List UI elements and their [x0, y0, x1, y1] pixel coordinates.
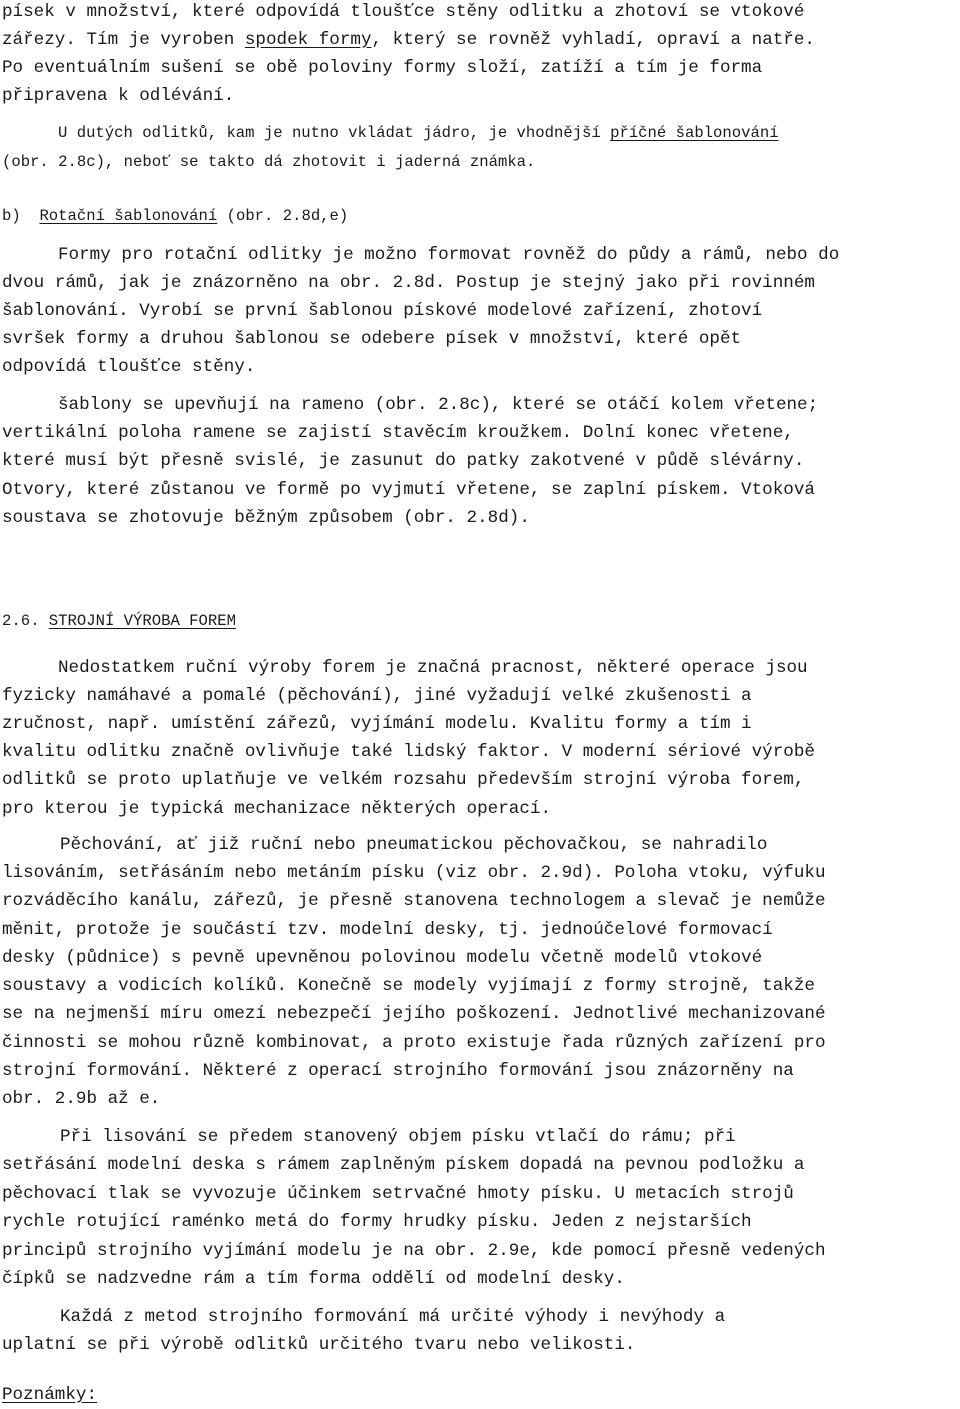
- text-line: čípků se nadzvedne rám a tím forma oddělí od modelní desky.: [2, 1269, 625, 1289]
- text-line: soustava se zhotovuje běžným způsobem (obr. 2.8d).: [2, 508, 530, 528]
- text-line: Každá z metod strojního formování má určité výhody i nevýhody a: [60, 1307, 726, 1327]
- text-line: setřásání modelní deska s rámem zaplněným pískem dopadá na pevnou podložku a: [2, 1155, 805, 1175]
- text-line: rozváděcího kanálu, zářezů, je přesně stanovena technologem a slevač je nemůže: [2, 891, 826, 911]
- text-line: Otvory, které zůstanou ve formě po vyjmutí vřetene, se zaplní pískem. Vtoková: [2, 480, 815, 500]
- text-line: Formy pro rotační odlitky je možno formovat rovněž do půdy a rámů, nebo do: [58, 245, 840, 265]
- text-line: strojní formování. Některé z operací strojního formování jsou znázorněny na: [2, 1061, 794, 1081]
- text-line: fyzicky namáhavé a pomalé (pěchování), jiné vyžadují velké zkušenosti a: [2, 686, 752, 706]
- text-line: se na nejmenší míru omezí nebezpečí jejího poškození. Jednotlivé mechanizované: [2, 1004, 826, 1024]
- text-line: které musí být přesně svislé, je zasunut do patky zakotvené v půdě slévárny.: [2, 451, 805, 471]
- text-line: šablony se upevňují na rameno (obr. 2.8c), které se otáčí kolem vřetene;: [58, 395, 819, 415]
- section-heading: [2, 607, 236, 635]
- subheading-title: Rotační šablonování: [39, 207, 218, 225]
- notes-label: Poznámky:: [2, 1385, 98, 1405]
- term-spodek-formy: spodek formy: [244, 30, 372, 50]
- text-line: písek v množství, které odpovídá tloušťce stěny odlitku a zhotoví se vtokové: [2, 2, 805, 22]
- text-line: Nedostatkem ruční výroby forem je značná pracnost, některé operace jsou: [58, 658, 808, 678]
- text-span: U dutých odlitků, kam je nutno vkládat jádro, je vhodnější: [58, 124, 611, 142]
- text-line: (obr. 2.8c), neboť se takto dá zhotovit i jaderná známka.: [2, 153, 536, 171]
- text-span: zářezy. Tím je vyroben: [2, 30, 245, 50]
- text-line: [2, 26, 815, 54]
- text-line: obr. 2.9b až e.: [2, 1089, 161, 1109]
- text-line: principů strojního vyjímání modelu je na obr. 2.9e, kde pomocí přesně vedených: [2, 1241, 826, 1261]
- text-line: svršek formy a druhou šablonou se odebere písek v množství, které opět: [2, 329, 742, 349]
- text-line: odpovídá tloušťce stěny.: [2, 357, 256, 377]
- text-line: pro kterou je typická mechanizace některých operací.: [2, 799, 552, 819]
- text-line: šablonování. Vyrobí se první šablonou pískové modelové zařízení, zhotoví: [2, 301, 763, 321]
- text-line: soustavy a vodicích kolíků. Konečně se modely vyjímají z formy strojně, takže: [2, 976, 815, 996]
- subheading-ref: (obr. 2.8d,e): [226, 207, 349, 225]
- subheading-prefix: b): [2, 207, 21, 225]
- text-line: pěchovací tlak se vyvozuje účinkem setrvačné hmoty písku. U metacích strojů: [2, 1184, 794, 1204]
- text-line: [58, 119, 779, 147]
- text-span: , který se rovněž vyhladí, opraví a natře.: [371, 30, 815, 50]
- text-line: Při lisování se předem stanovený objem písku vtlačí do rámu; při: [60, 1127, 736, 1147]
- text-line: vertikální poloha ramene se zajistí stavěcím kroužkem. Dolní konec vřetene,: [2, 423, 794, 443]
- text-line: desky (půdnice) s pevně upevněnou polovinou modelu včetně modelů vtokové: [2, 948, 763, 968]
- text-line: zručnost, např. umístění zářezů, vyjímání modelu. Kvalitu formy a tím i: [2, 714, 752, 734]
- section-title: STROJNÍ VÝROBA FOREM: [48, 612, 236, 630]
- text-line: činnosti se mohou různě kombinovat, a proto existuje řada různých zařízení pro: [2, 1033, 826, 1053]
- text-line: uplatní se při výrobě odlitků určitého tvaru nebo velikosti.: [2, 1335, 636, 1355]
- text-line: měnit, protože je součástí tzv. modelní desky, tj. jednoúčelové formovací: [2, 920, 773, 940]
- text-line: odlitků se proto uplatňuje ve velkém rozsahu především strojní výroba forem,: [2, 770, 805, 790]
- text-line: lisováním, setřásáním nebo metáním písku (viz obr. 2.9d). Poloha vtoku, výfuku: [2, 863, 826, 883]
- subheading-b: [2, 202, 348, 230]
- text-line: Pěchování, ať již ruční nebo pneumatickou pěchovačkou, se nahradilo: [60, 835, 768, 855]
- text-line: kvalitu odlitku značně ovlivňuje také lidský faktor. V moderní sériové výrobě: [2, 742, 815, 762]
- text-line: dvou rámů, jak je znázorněno na obr. 2.8d. Postup je stejný jako při rovinném: [2, 273, 815, 293]
- section-number: 2.6.: [2, 612, 40, 630]
- text-line: rychle rotující raménko metá do formy hrudky písku. Jeden z nejstarších: [2, 1212, 752, 1232]
- text-line: připravena k odlévání.: [2, 86, 235, 106]
- text-line: Po eventuálním sušení se obě poloviny formy složí, zatíží a tím je forma: [2, 58, 763, 78]
- term-pricne-sablonovani: příčné šablonování: [610, 124, 779, 142]
